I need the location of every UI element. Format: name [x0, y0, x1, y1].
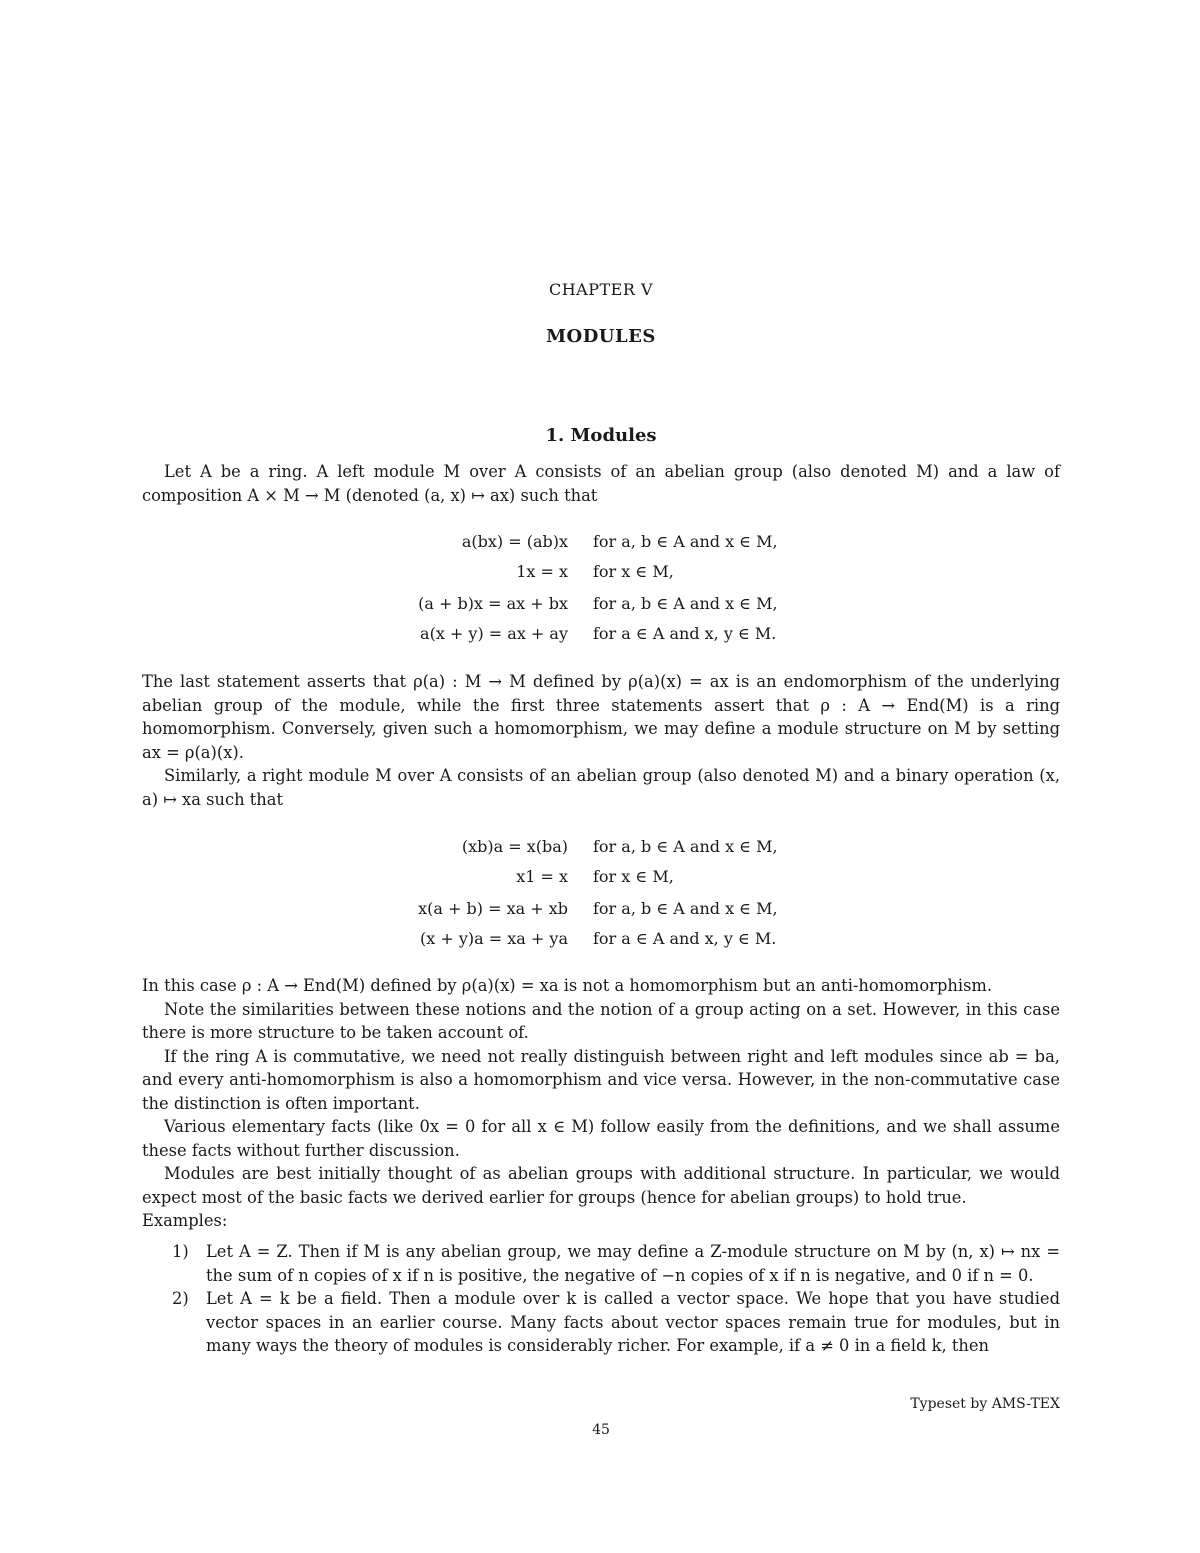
- list-item-number: 1): [172, 1242, 189, 1261]
- document-page: [142, 0, 1060, 1553]
- examples-label: Examples:: [142, 1211, 228, 1230]
- examples-list: [172, 1240, 1060, 1358]
- axiom-row: [142, 624, 1060, 648]
- axiom-lhs: x1 = x: [516, 867, 568, 886]
- paragraph-2: The last statement asserts that ρ(a) : M → M defined by ρ(a)(x) = ax is an endomorphism of the underlying abelian group of the module, while the first three statements assert that ρ : A → End(M) is a ring homomorphism. Conversely, given such a homomorphism, we may define a module structure on M by setting ax = ρ(a)(x).: [142, 672, 1060, 762]
- axiom-rhs: for x ∈ M,: [593, 562, 674, 581]
- paragraph-6: If the ring A is commutative, we need not really distinguish between right and left modules since ab = ba, and every anti-homomorphism is also a homomorphism and vice versa. However, in the non-commutative case the distinction is often important.: [142, 1046, 1060, 1113]
- chapter-title: MODULES: [546, 326, 656, 347]
- body-text-block-1: [142, 670, 1060, 811]
- axiom-rhs: for x ∈ M,: [593, 867, 674, 886]
- section-heading: 1. Modules: [545, 425, 657, 446]
- axiom-row: [142, 532, 1060, 556]
- body-text-block-2: [142, 974, 1060, 1233]
- list-item: [172, 1287, 1060, 1358]
- page-number: 45: [592, 1422, 610, 1438]
- axiom-row: [142, 837, 1060, 861]
- axiom-lhs: (x + y)a = xa + ya: [420, 929, 568, 948]
- axiom-rhs: for a ∈ A and x, y ∈ M.: [593, 624, 777, 643]
- list-item-text: Let A = k be a field. Then a module over k is called a vector space. We hope that you have studied vector spaces in an earlier course. Many facts about vector spaces remain true for modules, but in many ways the theory of modules is considerably richer. For example, if a ≠ 0 in a field k, then: [206, 1289, 1060, 1355]
- axiom-row: [142, 562, 1060, 586]
- list-item-text: Let A = Z. Then if M is any abelian group, we may define a Z-module structure on M by (n, x) ↦ nx = the sum of n copies of x if n is positive, the negative of −n copies of x if n is negative, and 0 if n = 0.: [206, 1242, 1060, 1285]
- axiom-row: [142, 899, 1060, 923]
- typeset-note: Typeset by AMS-TEX: [910, 1396, 1060, 1412]
- axiom-row: [142, 867, 1060, 891]
- list-item: [172, 1240, 1060, 1287]
- paragraph-5: Note the similarities between these notions and the notion of a group acting on a set. However, in this case there is more structure to be taken account of.: [142, 999, 1060, 1042]
- axiom-rhs: for a ∈ A and x, y ∈ M.: [593, 929, 777, 948]
- axiom-rhs: for a, b ∈ A and x ∈ M,: [593, 899, 778, 918]
- axiom-lhs: 1x = x: [516, 562, 568, 581]
- axiom-lhs: a(bx) = (ab)x: [461, 532, 568, 551]
- axiom-lhs: (a + b)x = ax + bx: [418, 594, 568, 613]
- axiom-rhs: for a, b ∈ A and x ∈ M,: [593, 532, 778, 551]
- paragraph-3: Similarly, a right module M over A consists of an abelian group (also denoted M) and a binary operation (x, a) ↦ xa such that: [142, 766, 1060, 809]
- paragraph-left-module-def: [142, 460, 1060, 507]
- paragraph-7: Various elementary facts (like 0x = 0 for all x ∈ M) follow easily from the definitions, and we shall assume these facts without further discussion.: [142, 1117, 1060, 1160]
- chapter-label: CHAPTER V: [548, 280, 654, 299]
- axiom-rhs: for a, b ∈ A and x ∈ M,: [593, 837, 778, 856]
- axiom-lhs: a(x + y) = ax + ay: [420, 624, 568, 643]
- axiom-row: [142, 594, 1060, 618]
- axiom-rhs: for a, b ∈ A and x ∈ M,: [593, 594, 778, 613]
- axiom-lhs: x(a + b) = xa + xb: [418, 899, 568, 918]
- list-item-number: 2): [172, 1289, 189, 1308]
- paragraph-8: Modules are best initially thought of as abelian groups with additional structure. In particular, we would expect most of the basic facts we derived earlier for groups (hence for abelian groups) to hold true.: [142, 1164, 1060, 1207]
- paragraph-1: Let A be a ring. A left module M over A consists of an abelian group (also denoted M) and a law of composition A × M → M (denoted (a, x) ↦ ax) such that: [142, 462, 1060, 505]
- paragraph-4: In this case ρ : A → End(M) defined by ρ(a)(x) = xa is not a homomorphism but an anti-homomorphism.: [142, 976, 993, 995]
- axiom-lhs: (xb)a = x(ba): [461, 837, 568, 856]
- axiom-row: [142, 929, 1060, 953]
